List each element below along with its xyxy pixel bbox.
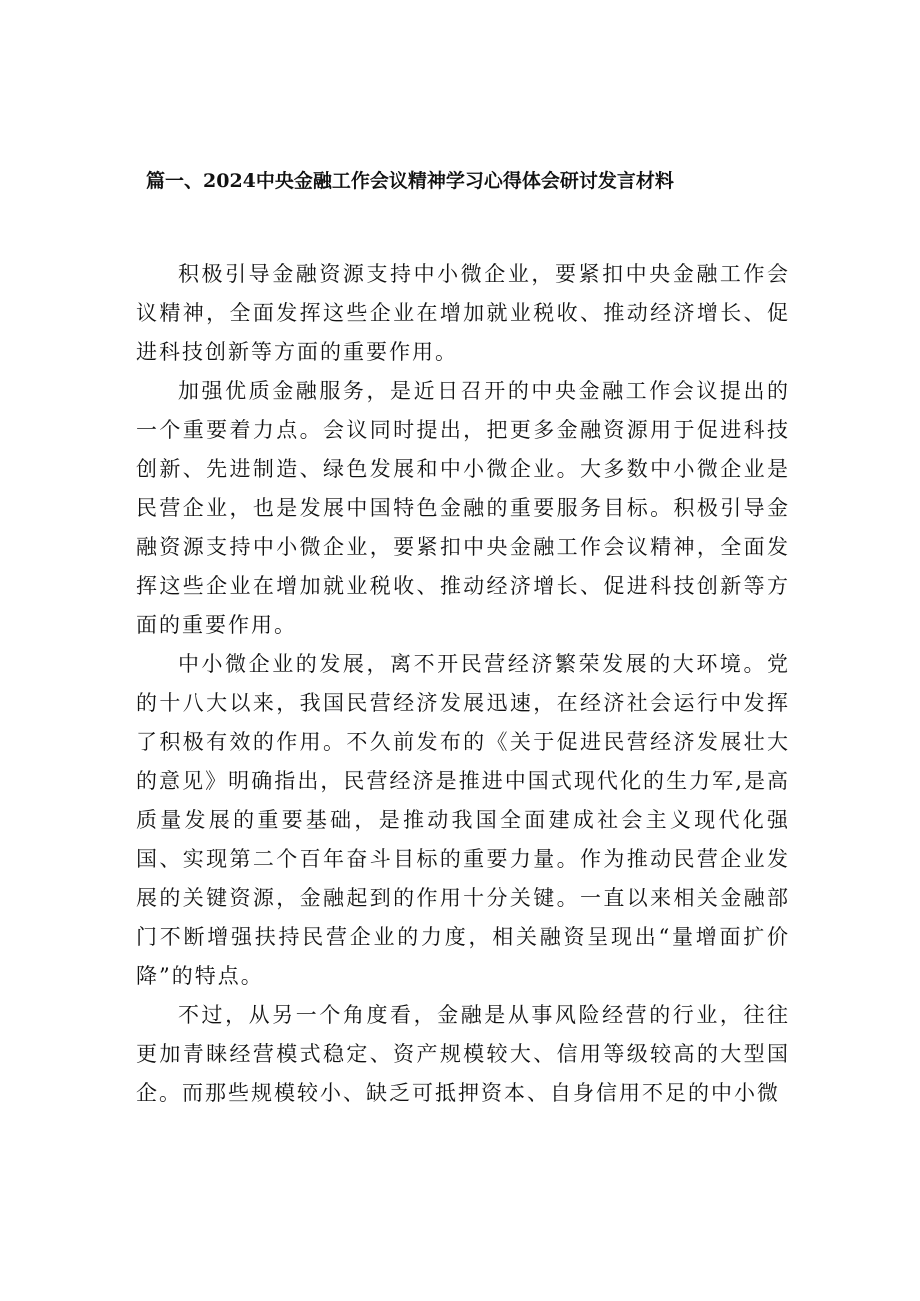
paragraph-2: 加强优质金融服务，是近日召开的中央金融工作会议提出的一个重要着力点。会议同时提出，把更多金融资源用于促进科技创新、先进制造、绿色发展和中小微企业。大多数中小微企业是民营企业，也是发展中国特色金融的重要服务目标。积极引导金融资源支持中小微企业，要紧扣中央金融工作会议精神，全面发挥这些企业在增加就业税收、推动经济增长、促进科技创新等方面的重要作用。 bbox=[136, 379, 790, 637]
document-body bbox=[136, 255, 790, 1113]
paragraph-4: 不过，从另一个角度看，金融是从事风险经营的行业，往往更加青睐经营模式稳定、资产规模较大、信用等级较高的大型国企。而那些规模较小、缺乏可抵押资本、自身信用不足的中小微 bbox=[136, 1003, 790, 1105]
document-title: 篇一、2024中央金融工作会议精神学习心得体会研讨发言材料 bbox=[146, 170, 674, 192]
paragraph-3: 中小微企业的发展，离不开民营经济繁荣发展的大环境。党的十八大以来，我国民营经济发展迅速，在经济社会运行中发挥了积极有效的作用。不久前发布的《关于促进民营经济发展壮大的意见》明确指出，民营经济是推进中国式现代化的生力军,是高质量发展的重要基础，是推动我国全面建成社会主义现代化强国、实现第二个百年奋斗目标的重要力量。作为推动民营企业发展的关键资源，金融起到的作用十分关键。一直以来相关金融部门不断增强扶持民营企业的力度，相关融资呈现出“量增面扩价降”的特点。 bbox=[136, 652, 790, 988]
paragraph-1: 积极引导金融资源支持中小微企业，要紧扣中央金融工作会议精神，全面发挥这些企业在增加就业税收、推动经济增长、促进科技创新等方面的重要作用。 bbox=[136, 262, 790, 364]
